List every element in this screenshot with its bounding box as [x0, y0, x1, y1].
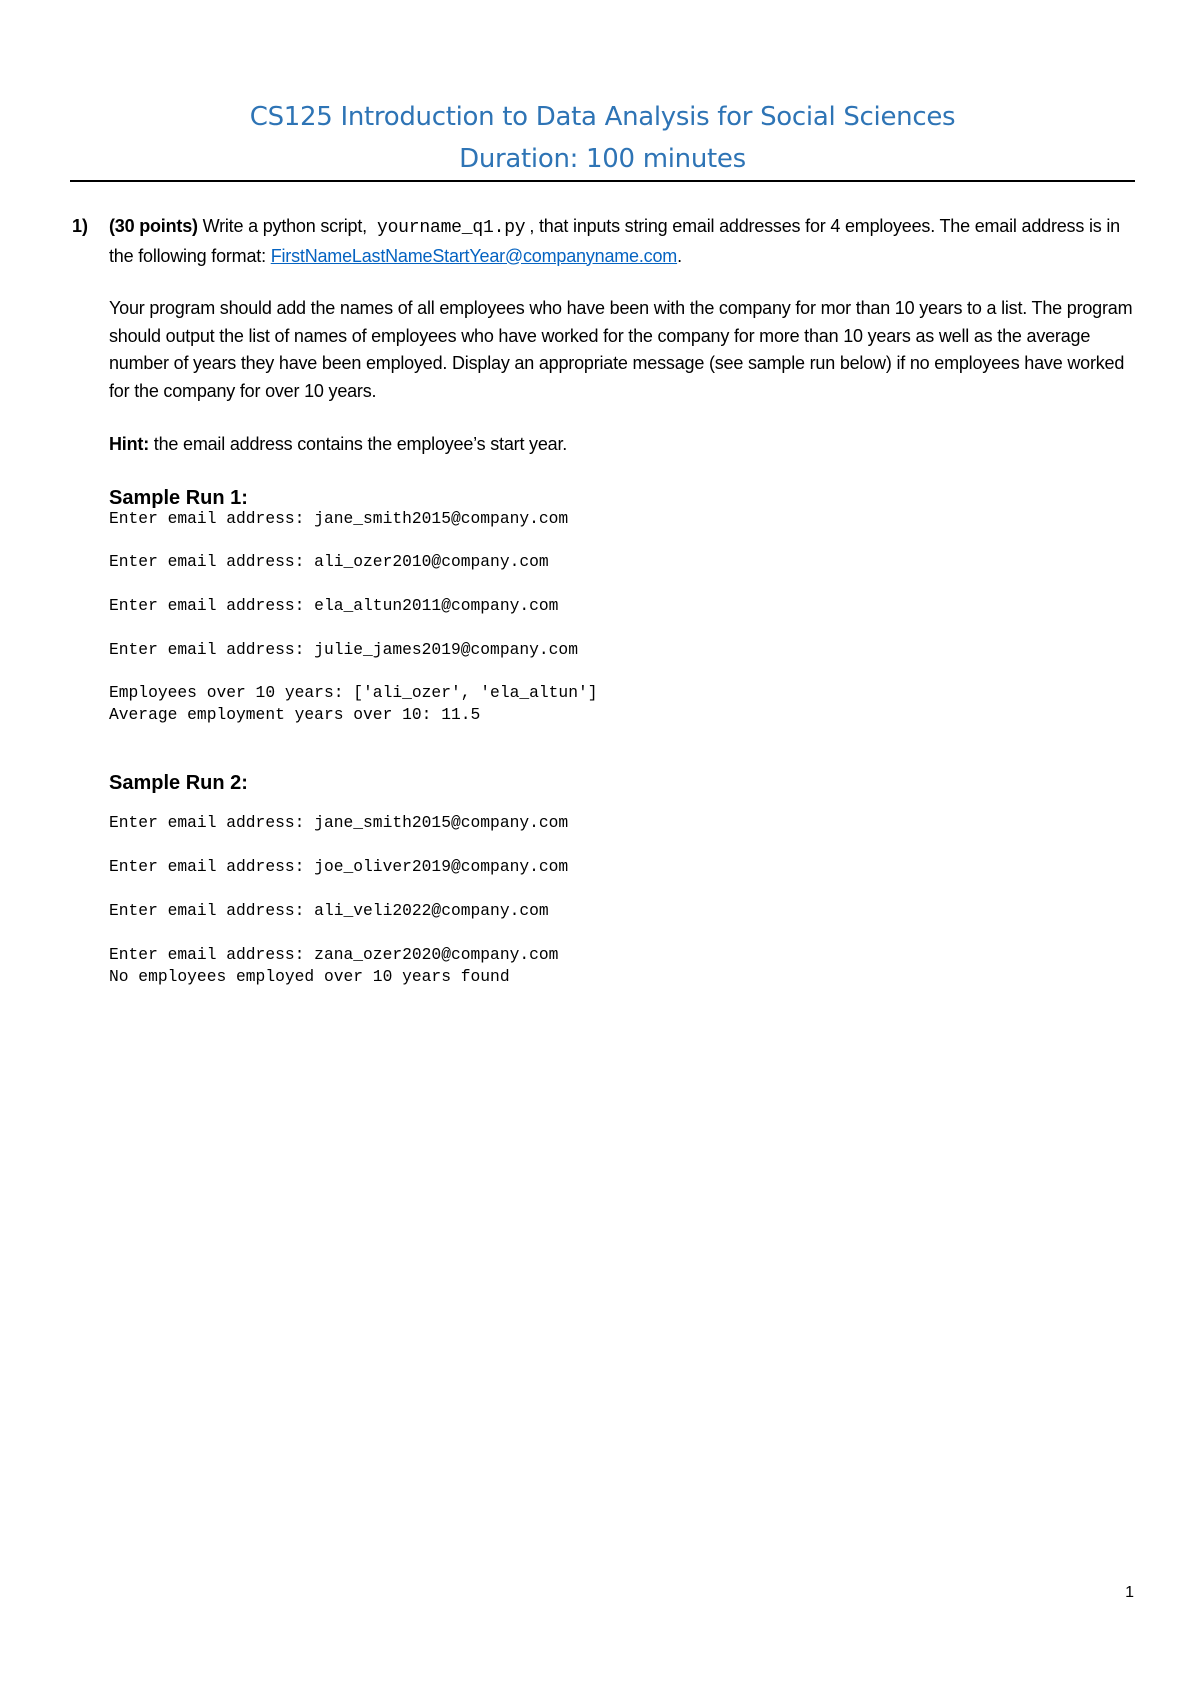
- hint-text: the email address contains the employee’s start year.: [148, 434, 568, 454]
- sample-run-2-line: Enter email address: zana_ozer2020@company.com: [109, 945, 559, 964]
- sample-run-1-heading: Sample Run 1:: [109, 487, 248, 509]
- sample-run-1-line: Enter email address: jane_smith2015@company.com: [109, 509, 569, 528]
- sample-run-1-line: Enter email address: julie_james2019@company.com: [109, 640, 578, 659]
- question-points: (30 points): [109, 216, 198, 236]
- sample-run-1-line: Enter email address: ali_ozer2010@company.com: [109, 552, 549, 571]
- sample-run-1-line: Employees over 10 years: ['ali_ozer', 'ela_altun']: [109, 683, 598, 702]
- question-intro-end: .: [677, 245, 682, 266]
- email-format-link[interactable]: FirstNameLastNameStartYear@companyname.com: [270, 245, 678, 266]
- question-number: 1): [72, 216, 89, 236]
- hint-paragraph: [109, 431, 1139, 459]
- question-intro-text: Write a python script,: [202, 216, 367, 236]
- sample-run-1-line: Enter email address: ela_altun2011@company.com: [109, 596, 559, 615]
- page-number: 1: [1125, 1584, 1134, 1601]
- sample-run-2-line: Enter email address: joe_oliver2019@company.com: [109, 857, 569, 876]
- exam-duration: Duration: 100 minutes: [459, 144, 746, 174]
- sample-run-2-line: Enter email address: ali_veli2022@company.com: [109, 901, 549, 920]
- course-title: CS125 Introduction to Data Analysis for Social Sciences: [249, 102, 956, 132]
- sample-run-2-heading: Sample Run 2:: [109, 772, 248, 794]
- script-filename: yourname_q1.py: [376, 218, 526, 238]
- sample-run-1-line: Average employment years over 10: 11.5: [109, 705, 481, 724]
- question-intro-paragraph: [109, 213, 1139, 270]
- question-requirements-paragraph: Your program should add the names of all employees who have been with the company for mor than 10 years to a list. The program should output the list of names of employees who have worked for the company for more than 10 years as well as the average number of years they have been employed. Display an appropriate message (see sample run below) if no employees have worked for the company for over 10 years.: [109, 298, 1133, 401]
- sample-run-2-line: No employees employed over 10 years found: [109, 967, 510, 986]
- page-header: [70, 96, 1135, 180]
- question-intro-text-2: , that inputs string email addresses for 4 employees. The email address is in the following format:: [109, 216, 1120, 266]
- hint-label: Hint:: [109, 434, 149, 454]
- header-divider: [70, 180, 1135, 182]
- sample-run-2-line: Enter email address: jane_smith2015@company.com: [109, 813, 569, 832]
